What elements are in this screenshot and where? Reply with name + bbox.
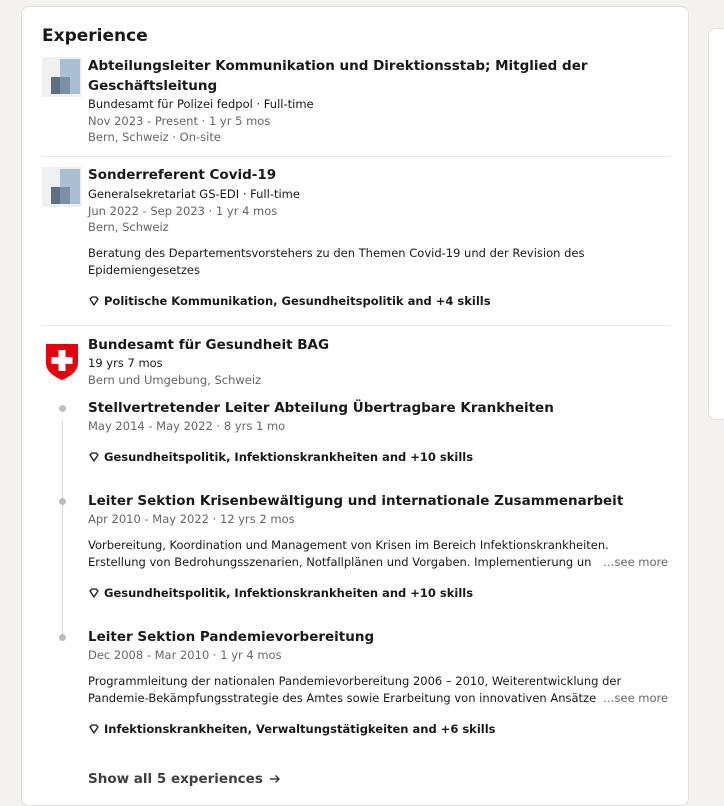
role2-skills-label: Gesundheitspolitik, Infektionskrankheiten and +10 skills [104, 586, 474, 600]
exp1-dates: Nov 2023 - Present · 1 yr 5 mos [88, 114, 271, 128]
exp3-company[interactable]: Bundesamt für Gesundheit BAG [88, 337, 330, 353]
swiss-cross-shield-icon[interactable] [45, 343, 79, 381]
diamond-icon [88, 723, 100, 735]
exp1-title-line2[interactable]: Geschäftsleitung [88, 78, 218, 94]
see-more-button[interactable]: …see more [599, 554, 668, 571]
experience-card [21, 6, 689, 806]
arrow-right-icon [269, 773, 281, 785]
exp1-title-line1[interactable]: Abteilungsleiter Kommunikation und Direktionsstab; Mitglied der [88, 58, 588, 74]
exp3-location: Bern und Umgebung, Schweiz [88, 373, 262, 387]
see-more-button[interactable]: …see more [599, 690, 668, 707]
exp2-location: Bern, Schweiz [88, 220, 169, 234]
role2-description-line2: Erstellung von Bedrohungsszenarien, Notfallplänen und Vorgaben. Implementierung un [88, 555, 592, 569]
exp1-location: Bern, Schweiz · On-site [88, 130, 221, 144]
timeline-dot [59, 634, 66, 641]
role1-title[interactable]: Stellvertretender Leiter Abteilung Übertragbare Krankheiten [88, 400, 554, 416]
show-all-label: Show all 5 experiences [88, 771, 263, 787]
diamond-icon [88, 295, 100, 307]
company-logo-icon[interactable] [42, 57, 82, 97]
role2-dates: Apr 2010 - May 2022 · 12 yrs 2 mos [88, 512, 295, 526]
exp2-description-line2: Epidemiengesetzes [88, 263, 200, 277]
exp2-company: Generalsekretariat GS-EDI · Full-time [88, 187, 300, 201]
diamond-icon [88, 587, 100, 599]
divider [42, 156, 670, 157]
timeline-dot [59, 498, 66, 505]
role3-title[interactable]: Leiter Sektion Pandemievorbereitung [88, 629, 375, 645]
divider [42, 325, 670, 326]
timeline-line [62, 420, 63, 635]
role3-dates: Dec 2008 - Mar 2010 · 1 yr 4 mos [88, 648, 282, 662]
exp2-dates: Jun 2022 - Sep 2023 · 1 yr 4 mos [88, 204, 278, 218]
diamond-icon [88, 451, 100, 463]
role2-title[interactable]: Leiter Sektion Krisenbewältigung und internationale Zusammenarbeit [88, 493, 624, 509]
role3-description-line1: Programmleitung der nationalen Pandemievorbereitung 2006 – 2010, Weiterentwicklung der [88, 674, 622, 688]
exp2-skills[interactable] [88, 293, 491, 309]
exp2-skills-label: Politische Kommunikation, Gesundheitspolitik and +4 skills [104, 294, 491, 308]
exp3-duration: 19 yrs 7 mos [88, 356, 163, 370]
timeline-dot [59, 405, 66, 412]
role2-description-line1: Vorbereitung, Koordination und Management von Krisen im Bereich Infektionskrankheiten. [88, 538, 609, 552]
exp2-title[interactable]: Sonderreferent Covid-19 [88, 167, 277, 183]
role3-skills-label: Infektionskrankheiten, Verwaltungstätigkeiten and +6 skills [104, 722, 496, 736]
role2-skills[interactable] [88, 585, 473, 601]
role3-description-line2: Pandemie-Bekämpfungsstrategie des Amtes sowie Erarbeitung von innovativen Ansätze [88, 691, 597, 705]
exp2-description-line1: Beratung des Departementsvorstehers zu den Themen Covid-19 und der Revision des [88, 246, 585, 260]
show-all-experiences-button[interactable] [88, 771, 281, 787]
role3-skills[interactable] [88, 721, 496, 737]
section-title: Experience [42, 26, 148, 46]
exp1-company: Bundesamt für Polizei fedpol · Full-time [88, 97, 314, 111]
role1-dates: May 2014 - May 2022 · 8 yrs 1 mo [88, 419, 286, 433]
role1-skills[interactable] [88, 449, 473, 465]
role1-skills-label: Gesundheitspolitik, Infektionskrankheiten and +10 skills [104, 450, 474, 464]
company-logo-icon[interactable] [42, 167, 82, 207]
right-side-card [708, 28, 724, 420]
